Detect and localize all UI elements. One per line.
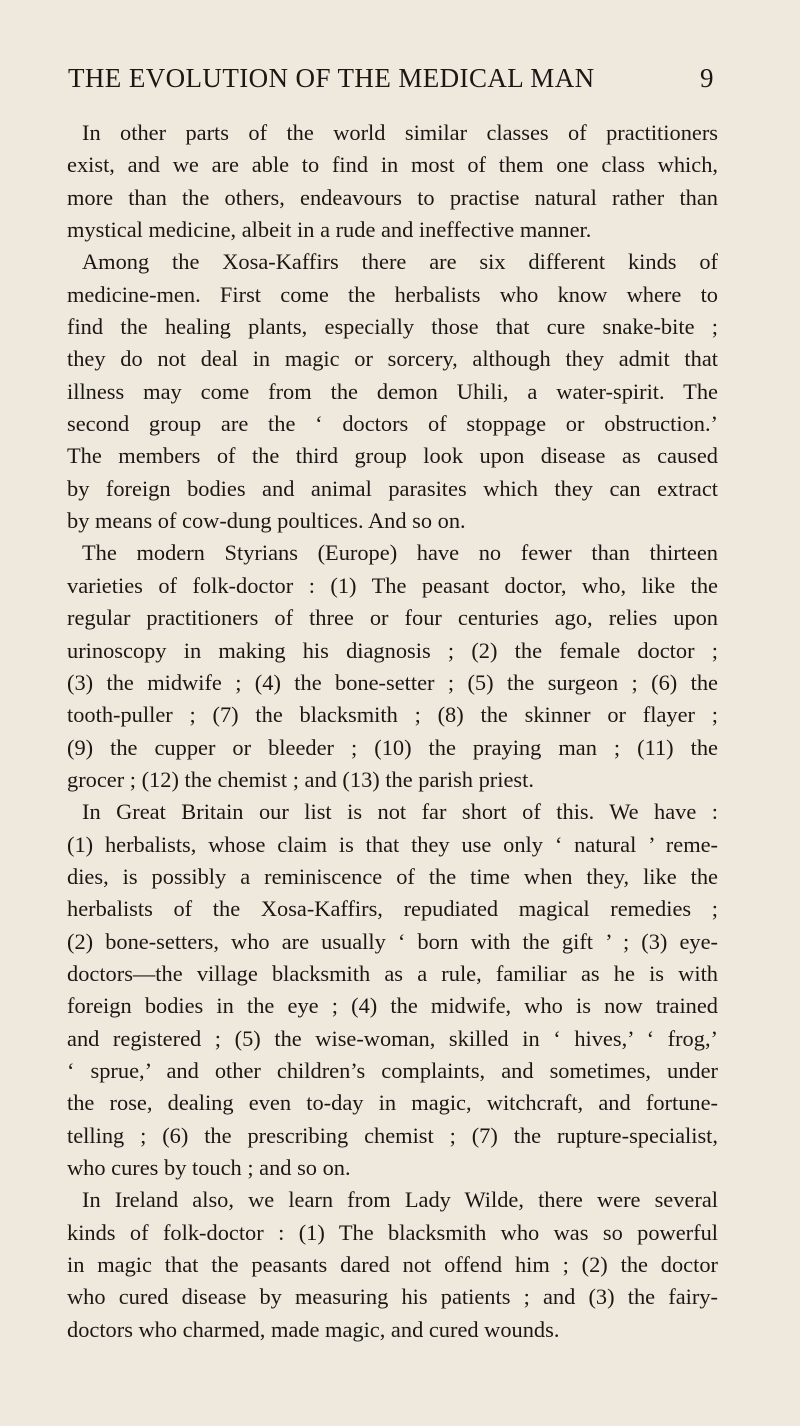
text-line: exist, and we are able to find in most of them one class which, xyxy=(67,152,718,178)
text-line: Among the Xosa-Kaffirs there are six different kinds of xyxy=(82,249,718,275)
paragraph-ireland xyxy=(52,1184,718,1346)
text-line: the rose, dealing even to-day in magic, witchcraft, and fortune- xyxy=(67,1090,718,1116)
text-line: varieties of folk-doctor : (1) The peasant doctor, who, like the xyxy=(67,572,718,598)
paragraph-great-britain xyxy=(52,796,718,1184)
text-line: (1) herbalists, whose claim is that they use only ‘ natural ’ reme- xyxy=(67,831,718,857)
text-line: The members of the third group look upon disease as caused xyxy=(67,443,718,469)
text-line: tooth-puller ; (7) the blacksmith ; (8) the skinner or flayer ; xyxy=(67,702,718,728)
text-line: In other parts of the world similar classes of practitioners xyxy=(82,120,718,145)
text-line: by means of cow-dung poultices. And so on. xyxy=(67,508,466,534)
text-line: (9) the cupper or bleeder ; (10) the praying man ; (11) the xyxy=(67,734,718,760)
paragraph-xosa-kaffirs xyxy=(52,246,718,537)
text-line: ‘ sprue,’ and other children’s complaints, and sometimes, under xyxy=(67,1057,718,1083)
running-head xyxy=(0,63,718,103)
running-title: THE EVOLUTION OF THE MEDICAL MAN xyxy=(68,63,595,93)
text-line: foreign bodies in the eye ; (4) the midwife, who is now trained xyxy=(67,993,718,1019)
text-line: In Ireland also, we learn from Lady Wilde, there were several xyxy=(82,1187,718,1213)
text-line: grocer ; (12) the chemist ; and (13) the parish priest. xyxy=(67,766,534,792)
text-line: urinoscopy in making his diagnosis ; (2) the female doctor ; xyxy=(67,637,718,663)
text-line: The modern Styrians (Europe) have no fewer than thirteen xyxy=(82,540,718,566)
text-line: who cured disease by measuring his patients ; and (3) the fairy- xyxy=(67,1284,718,1310)
text-line: kinds of folk-doctor : (1) The blacksmith who was so powerful xyxy=(67,1219,718,1245)
text-line: more than the others, endeavours to practise natural rather than xyxy=(67,184,718,210)
text-line: find the healing plants, especially those that cure snake-bite ; xyxy=(67,314,718,340)
text-line: (3) the midwife ; (4) the bone-setter ; (5) the surgeon ; (6) the xyxy=(67,669,718,695)
text-line: doctors who charmed, made magic, and cured wounds. xyxy=(67,1316,560,1342)
text-line: dies, is possibly a reminiscence of the time when they, like the xyxy=(67,863,718,889)
text-line: In Great Britain our list is not far short of this. We have : xyxy=(82,799,718,825)
text-line: regular practitioners of three or four centuries ago, relies upon xyxy=(67,605,718,631)
paragraph-styrians xyxy=(52,537,718,796)
text-line: by foreign bodies and animal parasites which they can extract xyxy=(67,475,718,501)
text-line: who cures by touch ; and so on. xyxy=(67,1155,351,1180)
paragraph-other-parts xyxy=(52,117,718,246)
text-line: illness may come from the demon Uhili, a water-spirit. The xyxy=(67,378,718,404)
body-text xyxy=(52,117,718,1346)
text-line: medicine-men. First come the herbalists who know where to xyxy=(67,281,718,307)
page-number: 9 xyxy=(700,63,714,93)
text-line: and registered ; (5) the wise-woman, skilled in ‘ hives,’ ‘ frog,’ xyxy=(67,1025,718,1051)
text-line: second group are the ‘ doctors of stoppage or obstruction.’ xyxy=(67,411,718,437)
text-line: in magic that the peasants dared not offend him ; (2) the doctor xyxy=(67,1252,718,1278)
text-line: herbalists of the Xosa-Kaffirs, repudiated magical remedies ; xyxy=(67,896,718,922)
text-line: (2) bone-setters, who are usually ‘ born with the gift ’ ; (3) eye- xyxy=(67,928,718,954)
text-line: they do not deal in magic or sorcery, although they admit that xyxy=(67,346,718,372)
text-line: mystical medicine, albeit in a rude and ineffective manner. xyxy=(67,217,592,243)
text-line: doctors—the village blacksmith as a rule, familiar as he is with xyxy=(67,960,718,986)
text-line: telling ; (6) the prescribing chemist ; (7) the rupture-specialist, xyxy=(67,1122,718,1148)
